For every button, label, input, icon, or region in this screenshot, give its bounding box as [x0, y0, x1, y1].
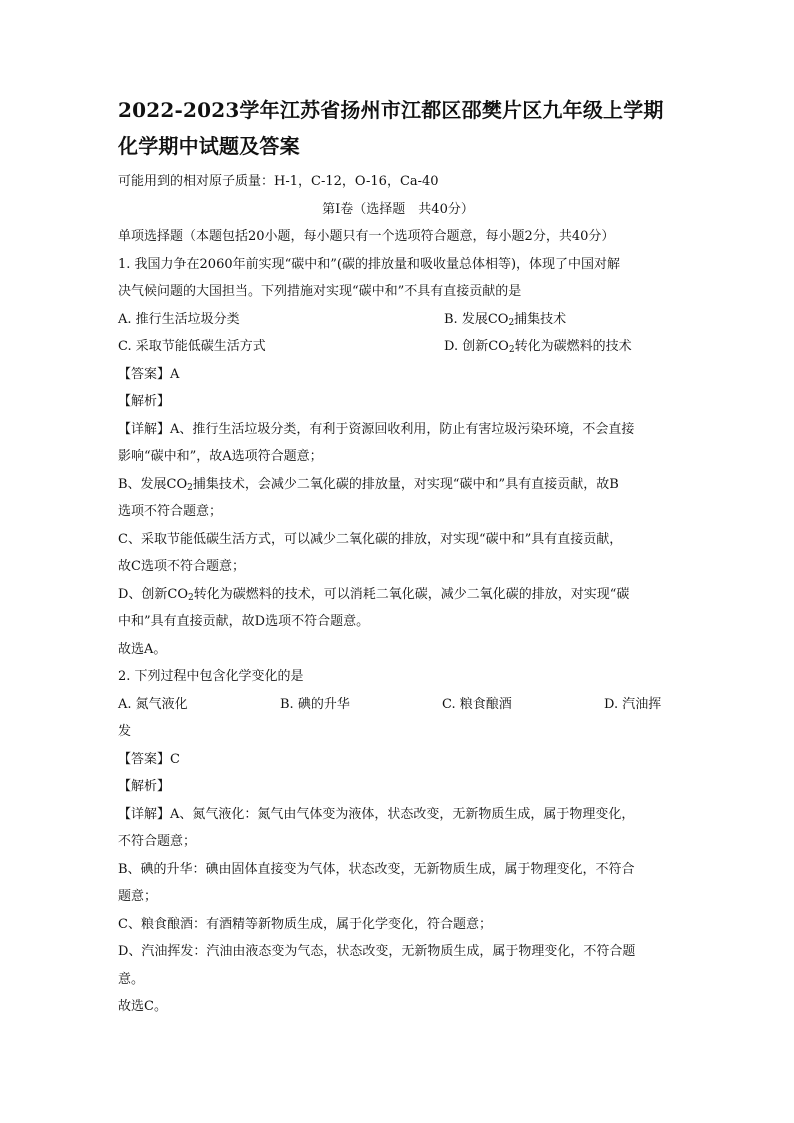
q1-option-b-pre: B. 发展CO	[444, 311, 509, 327]
q2-detail-d-line-2: 意。	[118, 971, 145, 987]
q2-stem: 2. 下列过程中包含化学变化的是	[118, 669, 304, 684]
q1-options-row-1	[118, 306, 678, 334]
q2-detail-c: C、粮食酿酒：有酒精等新物质生成，属于化学变化，符合题意；	[118, 916, 492, 932]
document-page	[118, 92, 678, 1021]
q1-option-d-post: 转化为碳燃料的技术	[514, 339, 632, 354]
q1-detail-b-line-2: 选项不符合题意；	[118, 504, 223, 519]
q1-detail-d-sub: 2	[188, 592, 194, 603]
q1-stem-line-1: 1. 我国力争在2060年前实现“碳中和”(碳的排放量和吸收量总体相等)，体现了中国对解	[118, 256, 621, 272]
q1-detail-a-line-1: 【详解】A、推行生活垃圾分类，有利于资源回收利用，防止有害垃圾污染环境，不会直接	[118, 421, 635, 437]
q1-option-d-pre: D. 创新CO	[444, 339, 509, 354]
q1-option-b-post: 捕集技术	[514, 311, 567, 327]
q2-option-b: B. 碘的升华	[280, 696, 350, 712]
q1-option-a: A. 推行生活垃圾分类	[118, 311, 240, 327]
q1-option-d	[444, 333, 632, 361]
q1-detail-b-post: 捕集技术，会减少二氧化碳的排放量，对实现“碳中和”具有直接贡献，故B	[192, 476, 619, 492]
q1-detail-a-line-2: 影响“碳中和”，故A选项符合题意；	[118, 449, 323, 464]
q1-detail-b-line-1	[118, 471, 678, 499]
q2-option-c: C. 粮食酿酒	[442, 696, 512, 712]
question-2	[118, 663, 678, 1021]
q1-detail-d-post: 转化为碳燃料的技术，可以消耗二氧化碳，减少二氧化碳的排放，对实现“碳	[193, 586, 630, 602]
q2-option-a: A. 氮气液化	[118, 696, 188, 712]
q2-detail-d-line-1: D、汽油挥发：汽油由液态变为气态，状态改变，无新物质生成，属于物理变化，不符合题	[118, 944, 636, 959]
q1-analysis-label: 【解析】	[118, 394, 171, 409]
q1-detail-c-line-2: 故C选项不符合题意；	[118, 559, 245, 574]
q1-detail-b-sub: 2	[187, 482, 193, 493]
q1-detail-b-pre: B、发展CO	[118, 476, 188, 492]
question-1	[118, 251, 678, 664]
atomic-masses: 可能用到的相对原子质量：H-1，C-12，O-16，Ca-40	[118, 174, 439, 189]
q1-option-c: C. 采取节能低碳生活方式	[118, 339, 266, 354]
q1-detail-d-line-1	[118, 581, 678, 609]
q2-detail-b-line-2: 题意；	[118, 889, 158, 904]
q1-detail-c-line-1: C、采取节能低碳生活方式，可以减少二氧化碳的排放，对实现“碳中和”具有直接贡献，	[118, 531, 623, 547]
q2-analysis-label: 【解析】	[118, 779, 171, 794]
q2-option-d: D. 汽油挥	[604, 696, 662, 712]
q2-conclusion: 故选C。	[118, 999, 167, 1014]
q2-option-d-wrap: 发	[118, 724, 132, 739]
q2-detail-b-line-1: B、碘的升华：碘由固体直接变为气体，状态改变，无新物质生成，属于物理变化，不符合	[118, 861, 635, 877]
q2-detail-a-line-1: 【详解】A、氮气液化：氮气由气体变为液体，状态改变，无新物质生成，属于物理变化，	[118, 806, 635, 822]
q1-option-b	[444, 306, 566, 334]
q2-detail-a-line-2: 不符合题意；	[118, 834, 197, 849]
title-line-2: 化学期中试题及答案	[118, 134, 300, 158]
q2-options-row	[118, 691, 678, 719]
q2-answer: 【答案】C	[118, 751, 180, 767]
q1-option-b-sub: 2	[508, 317, 515, 328]
q1-stem-line-2: 决气候问题的大国担当。下列措施对实现“碳中和”不具有直接贡献的是	[118, 284, 522, 299]
title-line-1: 2022-2023学年江苏省扬州市江都区邵樊片区九年级上学期	[118, 98, 664, 122]
q1-options-row-2	[118, 333, 678, 361]
q1-answer: 【答案】A	[118, 366, 180, 382]
q1-detail-d-line-2: 中和”具有直接贡献，故D选项不符合题意。	[118, 614, 370, 629]
q1-option-d-sub: 2	[508, 345, 515, 355]
document-title	[118, 92, 678, 164]
instructions: 单项选择题（本题包括20小题，每小题只有一个选项符合题意，每小题2分，共40分）	[118, 229, 615, 244]
q1-detail-d-pre: D、创新CO	[118, 586, 189, 602]
section-title: 第Ⅰ卷（选择题 共40分）	[322, 201, 474, 217]
q1-conclusion: 故选A。	[118, 641, 167, 657]
